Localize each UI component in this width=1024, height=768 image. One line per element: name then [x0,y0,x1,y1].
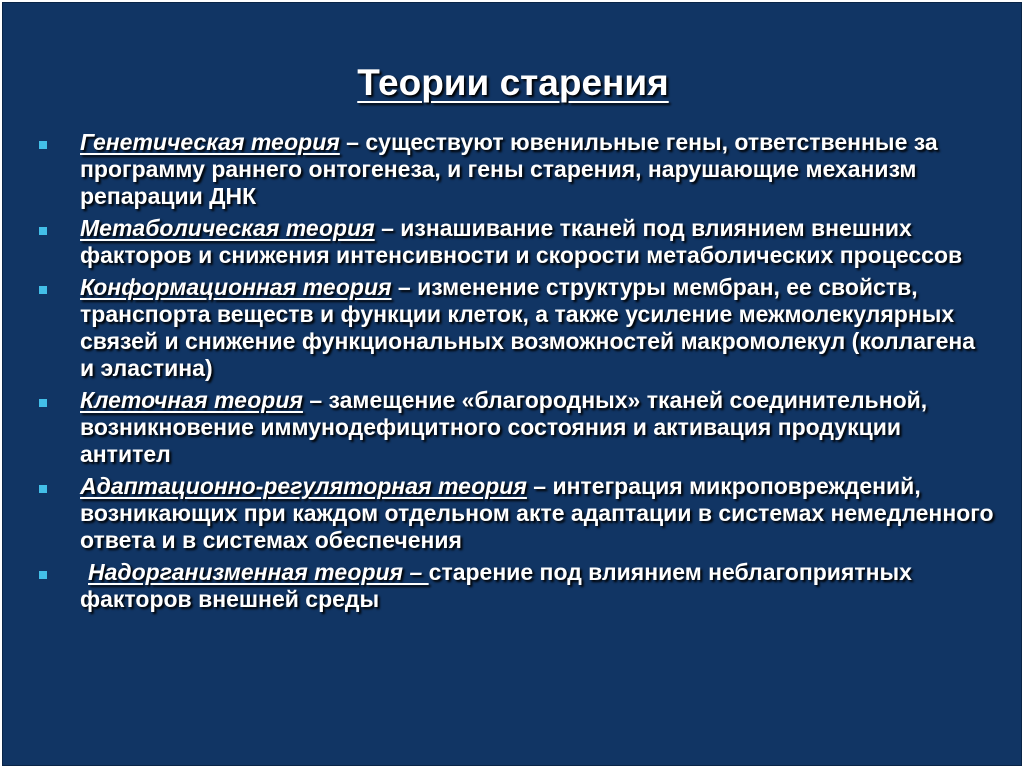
list-item-metabolic [35,215,995,269]
theory-description: – интеграция микроповреждений, возникающих при каждом отдельном акте адаптации в системах немедленного ответа и в системах обеспечения [80,473,994,553]
theory-description: – существуют ювенильные гены, ответственные за программу раннего онтогенеза, и гены старения, нарушающие механизм репарации ДНК [80,129,938,209]
list-item-genetic [35,129,995,210]
theory-term: Конформационная теория [80,274,392,300]
theory-term: Клеточная теория [80,387,303,413]
slide [2,2,1022,766]
list-item-conformational [35,274,995,382]
theory-list [35,129,995,618]
square-bullet-icon [39,485,47,493]
slide-title [3,61,1022,105]
theory-term: Адаптационно-регуляторная теория [80,473,527,499]
square-bullet-icon [39,227,47,235]
list-item-supraorganismal [35,559,995,613]
theory-term: Надорганизменная теория – [88,559,429,585]
square-bullet-icon [39,399,47,407]
theory-description: старение под влиянием неблагоприятных факторов внешней среды [80,559,912,612]
theory-description: – замещение «благородных» тканей соединительной, возникновение иммунодефицитного состояния и активация продукции антител [80,387,928,467]
theory-description: – изнашивание тканей под влиянием внешних факторов и снижения интенсивности и скорости метаболических процессов [80,215,963,268]
list-item-cellular [35,387,995,468]
list-item-adaptive-regulatory [35,473,995,554]
theory-term: Генетическая теория [80,129,340,155]
square-bullet-icon [39,286,47,294]
square-bullet-icon [39,571,47,579]
theory-description: – изменение структуры мембран, ее свойств, транспорта веществ и функции клеток, а также усиление межмолекулярных связей и снижение функциональных возможностей макромолекул (коллагена и эластина) [80,274,976,381]
slide-title-text: Теории старения [357,62,669,103]
theory-term: Метаболическая теория [80,215,375,241]
square-bullet-icon [39,141,47,149]
